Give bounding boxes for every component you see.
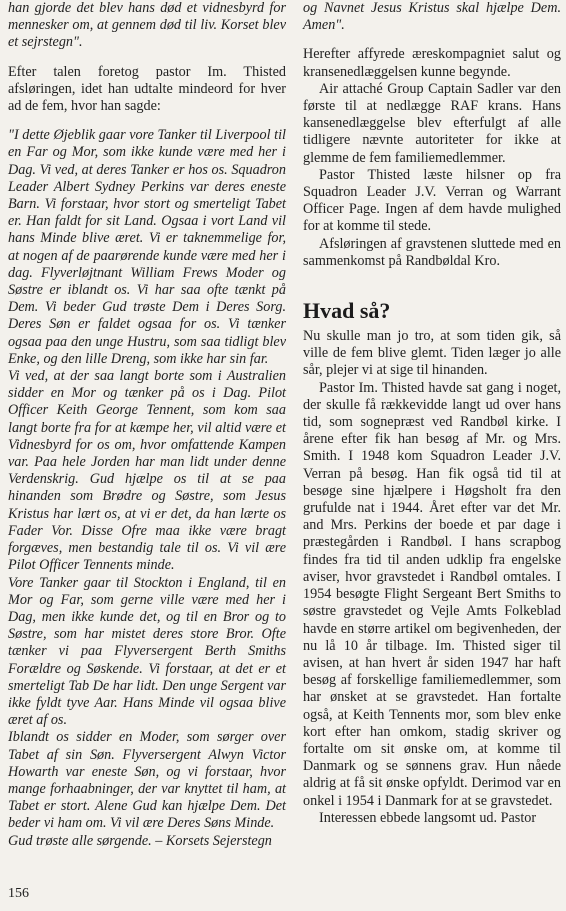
- letter-paragraph: Iblandt os sidder en Moder, som sørger over Tabet af sin Søn. Flyversergent Alwyn Victor Howarth var eneste Søn, og vi forstaar, hvor mange forhaabninger, der var knyttet til ham, at Tabet er stort. Alene Gud kan hjælpe Dem. Det beder vi ham om. Vi vil ære Deres Søns Minde.: [8, 729, 286, 832]
- letter-paragraph: Gud trøste alle sørgende. – Korsets Sejerstegn: [8, 832, 272, 849]
- letter-paragraph: Vore Tanker gaar til Stockton i England, til en Mor og Far, som gerne ville være med her i Dag, men ikke kunde det, og til en Bror og to Søstre, som har mistet deres store Bror. Ofte tænker vi paa Flyversergent Berth Smiths Forældre og Søskende. Vi forstaar, at det er et smerteligt Tab De har lidt. Den unge Sergent var ikke fyldt tyve Aar. Hans Minde vil ogsaa blive æret af os.: [8, 574, 286, 729]
- body-paragraph: Air attaché Group Captain Sadler var den første til at nedlægge RAF krans. Hans kansenedlæggelse blev efterfulgt af alle tidligere nævnte autoriteter for ikke at glemme de fem familiemedlemmer.: [303, 80, 561, 166]
- section-paragraph: Nu skulle man jo tro, at som tiden gik, så ville de fem blive glemt. Tiden læger jo alle sår, plejer vi at sige til hinanden.: [303, 328, 561, 379]
- section-paragraph: Pastor Im. Thisted havde sat gang i noget, der skulle få rækkevidde langt ud over hans tid, som sognepræst ved Randbøl kirke. I årene efter fik han besøg af Mr. og Mrs. Smith. I 1948 kom Squadron Leader J.V. Verran på besøg. Han fik også tid til at besøge sine hjælpere i Høgsholt fra den grufulde nat i 1944. Året efter var det Mr. and Mrs. Perkins der boede et par dage i præstegården i Randbøl. I hans scrapbog findes fra tid til anden udklip fra engelske aviser, hvor gravstedet i Randbøl omtales. I 1954 besøgte Flight Sergeant Bert Smiths to søstre gravstedet og Vejle Amts Folkeblad havde en større artikel om begivenheden, der nu lå 10 år tilbage. Im. Thisted siger til avisen, at han hvert år siden 1947 har haft besøg af forskellige familiemedlemmer, som har ønsket at se gravstedet. Han fortalte også, at Keith Tennents mor, som blev enke kort efter han omkom, stadig skriver og fortalte om sit ønske om, at komme til Danmark og se sønnens grav. Hun nåede aldrig at få sit ønske opfyldt. Derimod var en onkel i 1954 i Danmark for at se gravstedet.: [303, 379, 561, 809]
- body-paragraph: Herefter affyrede æreskompagniet salut og kransenedlæggelsen kunne begynde.: [303, 46, 561, 80]
- right-column: [303, 0, 561, 827]
- letter-paragraph: "I dette Øjeblik gaar vore Tanker til Liverpool til en Far og Mor, som ikke kunde være med her i Dag. Vi ved, at deres Tanker er hos os. Squadron Leader Albert Sydney Perkins var deres eneste Barn. Vi forstaar, hvor stort og smerteligt Tabet er. Han faldt for sit Land. Ogsaa i vort Land vil hans Minde blive æret. Vi er taknemmelige for, at nogen af de paarørende kunde være med her i dag. Flyverløjtnant William Frews Moder og Søstre er iblandt os. Vi har saa ofte tænkt på Dem. Vi beder Gud trøste Dem i Deres Sorg. Deres Søn er faldet ogsaa for os. Vi tænker ogsaa paa den unge Hustru, som saa tidligt blev Enke, og den lille Dreng, som ikke har sin far.: [8, 127, 286, 367]
- section-heading: Hvad så?: [303, 298, 391, 324]
- letter-paragraph: Vi ved, at der saa langt borte som i Australien sidder en Mor og tænker på os i Dag. Pilot Officer Keith George Tennent, som kom saa langt borte fra for at kæmpe her, vil altid være et Vidnesbyrd for os om, hvor omfattende Kampen var. Paa hele Jorden har man lidt under denne Verdenskrig. Gud hjælpe os til at se paa hinanden som Brødre og Søstre, som Jesus Kristus har lært os, at vi er det, da han lærte os Fader Vor. Disse Ofre maa ikke være bragt forgæves, men bestandig tale til os. Vi vil ære Pilot Officer Tennents minde.: [8, 368, 286, 574]
- section-paragraph: Interessen ebbede langsomt ud. Pastor: [319, 809, 537, 826]
- quote-ending: han gjorde det blev hans død et vidnesbyrd for mennesker om, at gennem død til liv. Korset blev et sejrstegn".: [8, 0, 286, 51]
- letter-ending: og Navnet Jesus Kristus skal hjælpe Dem. Amen".: [303, 0, 561, 34]
- body-paragraph: Afsløringen af gravstenen sluttede med en sammenkomst på Randbøldal Kro.: [303, 235, 561, 269]
- page-number: 156: [8, 886, 29, 901]
- left-column: [8, 0, 286, 850]
- body-paragraph: Pastor Thisted læste hilsner op fra Squadron Leader J.V. Verran og Warrant Officer Page. Ingen af dem havde mulighed for at komme til stede.: [303, 166, 561, 235]
- intro-paragraph: Efter talen foretog pastor Im. Thisted afsløringen, idet han udtalte mindeord for hver ad de fem, hvor han sagde:: [8, 63, 286, 115]
